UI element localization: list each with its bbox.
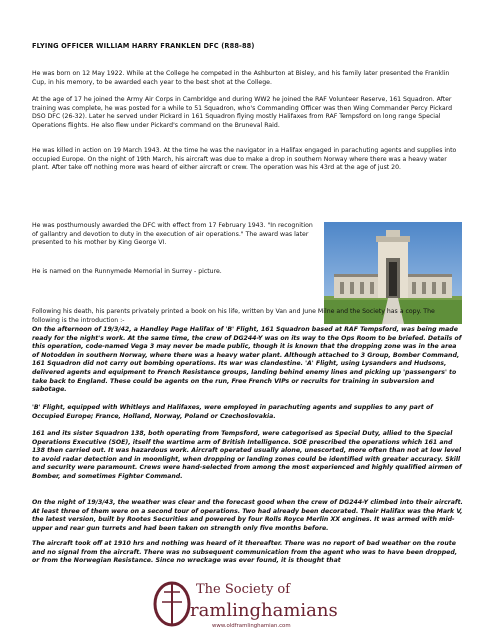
paragraph-service: At the age of 17 he joined the Army Air Corps in Cambridge and during WW2 he joined the RAF Volunteer Reserve, 161 Squadron. After training was complete, he was posted for a while to 51 Squadron, who's Commanding Officer was then Wing Commander Percy Pickard DSO DFC (26-32). Later he served under Pickard in 161 Squadron flying mostly Halifaxes from RAF Tempsford on long range Special Operations flights. He also flew under Pickard's command on the Bruneval Raid. [32,96,452,129]
paragraph-birth: He was born on 12 May 1922. While at the College he competed in the Ashburton at Bisley, and his family later presented the Franklin Cup, in his memory, to be awarded each year to the best shot at the College. [32,70,450,86]
intro-paragraph-4: On the night of 19/3/43, the weather was clear and the forecast good when the crew of DG244-Y climbed into their aircraft. At least three of them were on a second tour of operations. Two had already been decorated. Their Halifax was the Mark V, the latest version, built by Rootes Securities and powered by four Rolls Royce Merlin XX engines. It was armed with mid-upper and rear gun turrets and had been taken on strength only five months before. [32,499,463,532]
logo-line-1: The Society of [196,582,291,597]
intro-paragraph-5: The aircraft took off at 1910 hrs and nothing was heard of it thereafter. There was no report of bad weather on the route and no signal from the aircraft. There was no subsequent communication from the agent who was to have been dropped, or from the Norwegian Resistance. Since no wreckage was ever found, it is thought that [32,540,458,565]
paragraph-dfc: He was posthumously awarded the DFC with effect from 17 February 1943. "In recognition of gallantry and devotion to duty in the execution of air operations." The award was later presented to his mother by King George VI. [32,222,313,247]
intro-paragraph-1: On the afternoon of 19/3/42, a Handley Page Halifax of 'B' Flight, 161 Squadron based at RAF Tempsford, was being made ready for the night's work. At the same time, the crew of DG244-Y was on its way to the Ops Room to be briefed. Details of this operation, code-named Vega 3 may never be made public, though it is known that the dropping zone was in the area of Notodden in southern Norway, where there was a heavy water plant. Although attached to 3 Group, Bomber Command, 161 Squadron did not carry out bombing operations. Its war was clandestine. 'A' Flight, using Lysanders and Hudsons, delivered agents and equipment to French Resistance groups, landing behind enemy lines and picking up 'passengers' to take back to England. These could be agents on the run, Free French VIPs or recruits for training in subversion and sabotage. [32,326,462,394]
paragraph-book: Following his death, his parents privately printed a book on his life, written by Van and June Milne and the Society has a copy. The following is the introduction :- [32,308,435,324]
logo-emblem-icon [150,578,194,628]
logo-society-text [196,582,290,597]
society-logo [150,578,360,634]
logo-url[interactable]: www.oldframlinghamian.com [212,623,291,629]
logo-name-text: ramlinghamians [190,600,338,621]
intro-paragraph-2: 'B' Flight, equipped with Whitleys and Halifaxes, were employed in parachuting agents and supplies to any part of Occupied Europe; France, Holland, Norway, Poland or Czechoslovakia. [32,404,433,420]
paragraph-death: He was killed in action on 19 March 1943. At the time he was the navigator in a Halifax engaged in parachuting agents and supplies into occupied Europe. On the night of 19th March, his aircraft was due to make a drop in southern Norway where there was a heavy water plant. After take off nothing more was heard of either aircraft or crew. The operation was his 43rd at the age of just 20. [32,147,457,172]
document-title: FLYING OFFICER WILLIAM HARRY FRANKLEN DFC (R88-88) [32,42,255,50]
intro-paragraph-3: 161 and its sister Squadron 138, both operating from Tempsford, were categorised as Special Duty, allied to the Special Operations Executive (SOE), itself the wartime arm of British Intelligence. SOE prescribed the operations which 161 and 138 then carried out. It was hazardous work. Aircraft operated usually alone, unescorted, more often than not at low level to avoid radar detection and in moonlight, when dropping or landing zones could be identified with greater accuracy. Skill and security were paramount. Crews were hand-selected from among the most experienced and highly qualified airmen of Bomber, and sometimes Fighter Command. [32,430,462,480]
paragraph-memorial: He is named on the Runnymede Memorial in Surrey - picture. [32,268,222,275]
